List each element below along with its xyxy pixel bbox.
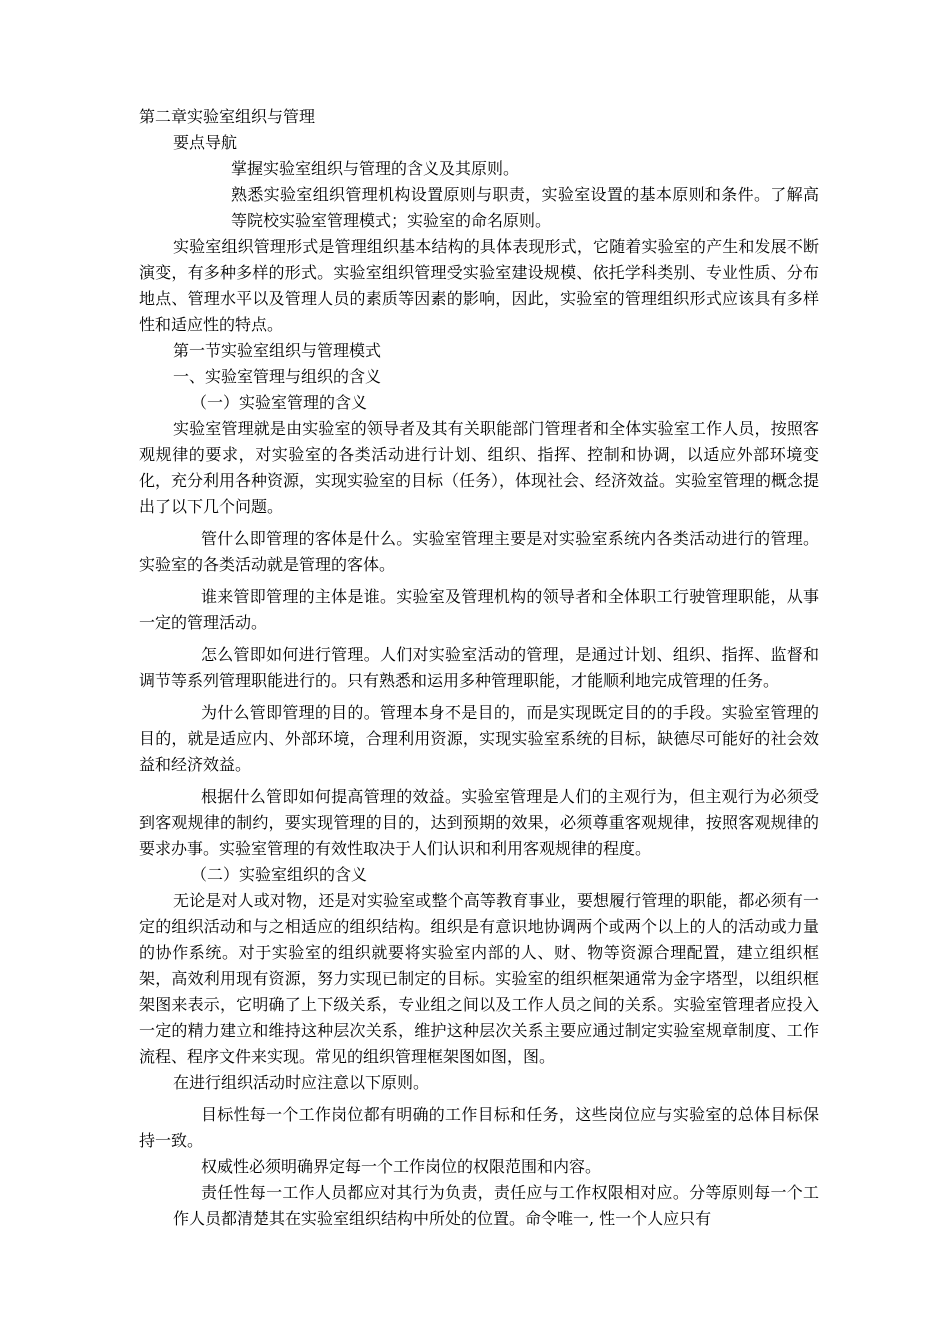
question-paragraph: 谁来管即管理的主体是谁。实验室及管理机构的领导者和全体职工行驶管理职能，从事一定的管理活动。 bbox=[139, 587, 819, 632]
question-paragraph: 管什么即管理的客体是什么。实验室管理主要是对实验室系统内各类活动进行的管理。实验室的各类活动就是管理的客体。 bbox=[139, 529, 819, 574]
chapter-title: 第二章实验室组织与管理 bbox=[139, 107, 316, 126]
key-points-heading: 要点导航 bbox=[173, 133, 238, 152]
management-definition-paragraph: 实验室管理就是由实验室的领导者及其有关职能部门管理者和全体实验室工作人员，按照客观规律的要求，对实验室的各类活动进行计划、组织、指挥、控制和协调，以适应外部环境变化，充分利用各种资源，实现实验室的目标（任务），体现社会、经济效益。实验室管理的概念提出了以下几个问题。 bbox=[139, 419, 820, 516]
question-paragraph: 怎么管即如何进行管理。人们对实验室活动的管理，是通过计划、组织、指挥、监督和调节等系列管理职能进行的。只有熟悉和运用多种管理职能，才能顺利地完成管理的任务。 bbox=[139, 645, 819, 690]
principle-paragraph: 目标性每一个工作岗位都有明确的工作目标和任务，这些岗位应与实验室的总体目标保持一致。 bbox=[139, 1105, 819, 1150]
question-paragraph: 为什么管即管理的目的。管理本身不是目的，而是实现既定目的的手段。实验室管理的目的，就是适应内、外部环境，合理利用资源，实现实验室系统的目标，缺德尽可能好的社会效益和经济效益。 bbox=[139, 703, 819, 774]
part-title: （二）实验室组织的含义 bbox=[191, 865, 368, 884]
principles-intro: 在进行组织活动时应注意以下原则。 bbox=[173, 1073, 430, 1092]
key-point-item: 熟悉实验室组织管理机构设置原则与职责，实验室设置的基本原则和条件。了解高等院校实验室管理模式；实验室的命名原则。 bbox=[231, 185, 819, 230]
principle-paragraph: 权威性必须明确界定每一个工作岗位的权限范围和内容。 bbox=[201, 1157, 602, 1176]
part-title: （一）实验室管理的含义 bbox=[191, 393, 368, 412]
principle-paragraph: 责任性每一工作人员都应对其行为负责，责任应与工作权限相对应。分等原则每一个工作人员都清楚其在实验室组织结构中所处的位置。命令唯一, 性一个人应只有 bbox=[173, 1183, 819, 1228]
subsection-title: 一、实验室管理与组织的含义 bbox=[173, 367, 382, 386]
section-title: 第一节实验室组织与管理模式 bbox=[173, 341, 382, 360]
document-page bbox=[139, 104, 819, 1232]
key-point-item: 掌握实验室组织与管理的含义及其原则。 bbox=[231, 159, 520, 178]
intro-paragraph: 实验室组织管理形式是管理组织基本结构的具体表现形式，它随着实验室的产生和发展不断演变，有多种多样的形式。实验室组织管理受实验室建设规模、依托学科类别、专业性质、分布地点、管理水平以及管理人员的素质等因素的影响，因此，实验室的管理组织形式应该具有多样性和适应性的特点。 bbox=[139, 237, 819, 334]
organization-definition-paragraph: 无论是对人或对物，还是对实验室或整个高等教育事业，要想履行管理的职能，都必须有一定的组织活动和与之相适应的组织结构。组织是有意识地协调两个或两个以上的人的活动或力量的协作系统。对于实验室的组织就要将实验室内部的人、财、物等资源合理配置，建立组织框架，高效利用现有资源，努力实现已制定的目标。实验室的组织框架通常为金字塔型，以组织框架图来表示，它明确了上下级关系，专业组之间以及工作人员之间的关系。实验室管理者应投入一定的精力建立和维持这种层次关系，维护这种层次关系主要应通过制定实验室规章制度、工作流程、程序文件来实现。常见的组织管理框架图如图，图。 bbox=[139, 891, 819, 1066]
question-paragraph: 根据什么管即如何提高管理的效益。实验室管理是人们的主观行为，但主观行为必须受到客观规律的制约，要实现管理的目的，达到预期的效果，必须尊重客观规律，按照客观规律的要求办事。实验室管理的有效性取决于人们认识和利用客观规律的程度。 bbox=[139, 787, 819, 858]
